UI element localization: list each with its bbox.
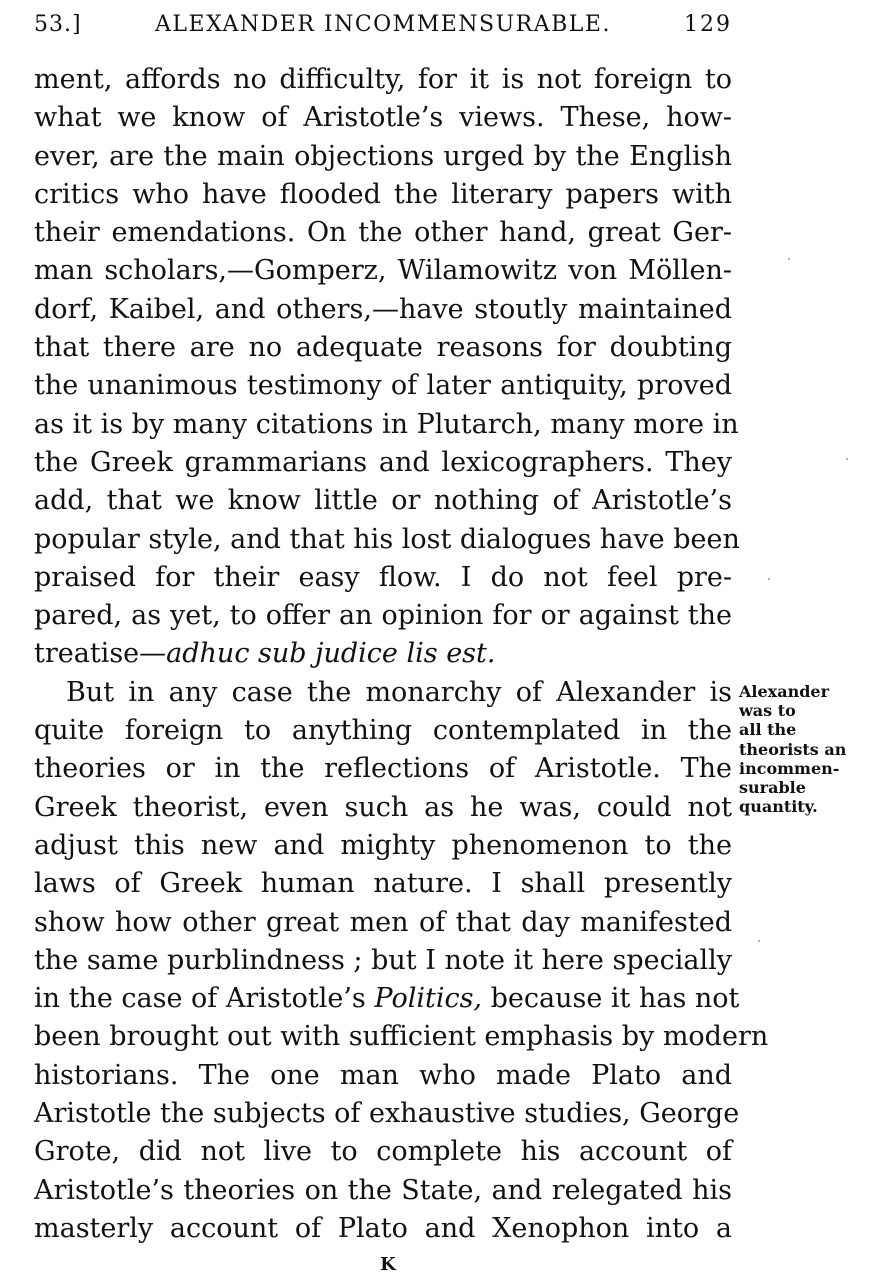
marginal-note-line: quantity.: [739, 797, 818, 817]
text-line: the same purblindness ; but I note it here specially: [34, 944, 732, 976]
text-line: Aristotle’s theories on the State, and relegated his: [34, 1174, 732, 1206]
marginal-note-line: was to: [739, 701, 796, 721]
text-line: Greek theorist, even such as he was, could not: [34, 791, 732, 823]
page-number: 129: [684, 12, 732, 37]
text-run: in the case of Aristotle’s: [34, 983, 375, 1015]
text-run: treatise—: [34, 638, 167, 670]
paper-speck: [846, 458, 848, 460]
signature-mark: K: [380, 1254, 396, 1275]
section-number: 53.]: [34, 12, 82, 37]
text-line: ever, are the main objections urged by the English: [34, 140, 732, 172]
text-line: Grote, did not live to complete his account of: [34, 1136, 732, 1168]
text-line: been brought out with sufficient emphasis by modern: [34, 1021, 769, 1053]
text-line: the unanimous testimony of later antiquity, proved: [34, 370, 732, 402]
text-line: laws of Greek human nature. I shall presently: [34, 868, 732, 900]
paper-speck: [788, 258, 790, 260]
text-line: add, that we know little or nothing of Aristotle’s: [34, 485, 732, 517]
text-line: ment, affords no difficulty, for it is not foreign to: [34, 64, 732, 95]
paper-speck: [758, 940, 760, 942]
text-line: critics who have flooded the literary papers with: [34, 178, 732, 210]
text-line: dorf, Kaibel, and others,—have stoutly maintained: [34, 293, 732, 325]
text-line: quite foreign to anything contemplated in the: [34, 715, 732, 747]
text-line: their emendations. On the other hand, great Ger-: [34, 217, 732, 249]
text-line: Aristotle the subjects of exhaustive studies, George: [34, 1098, 740, 1130]
text-line: popular style, and that his lost dialogues have been: [34, 523, 740, 555]
marginal-note-line: incommen-: [739, 758, 840, 778]
marginal-note-line: all the: [739, 720, 797, 740]
text-line: masterly account of Plato and Xenophon into a: [34, 1212, 732, 1244]
text-line: adjust this new and mighty phenomenon to the: [34, 829, 732, 861]
text-line: praised for their easy flow. I do not feel pre-: [34, 561, 732, 593]
text-line: [34, 635, 732, 673]
text-line: show how other great men of that day manifested: [34, 906, 732, 938]
text-line: [34, 980, 740, 1018]
marginal-note-line: Alexander: [739, 682, 830, 701]
marginal-note-line: theorists an: [739, 739, 847, 759]
text-line: the Greek grammarians and lexicographers. They: [34, 446, 732, 478]
italic-phrase: adhuc sub judice lis est.: [166, 638, 496, 670]
text-run: because it has not: [482, 983, 740, 1015]
text-line: what we know of Aristotle’s views. These, how-: [34, 102, 732, 134]
marginal-note: [739, 682, 879, 816]
text-line: historians. The one man who made Plato and: [34, 1059, 732, 1091]
running-title: ALEXANDER INCOMMENSURABLE.: [155, 12, 611, 37]
text-line: theories or in the reflections of Aristotle. The: [34, 753, 732, 785]
marginal-note-line: surable: [739, 778, 806, 798]
text-line: man scholars,—Gomperz, Wilamowitz von Möllen-: [34, 255, 732, 287]
text-line: that there are no adequate reasons for doubting: [34, 332, 732, 364]
text-line: pared, as yet, to offer an opinion for or against the: [34, 600, 732, 632]
running-head: [34, 6, 732, 40]
text-line: as it is by many citations in Plutarch, many more in: [34, 408, 739, 440]
paper-speck: [768, 578, 770, 580]
italic-title: Politics,: [374, 983, 483, 1015]
paragraph-start-line: But in any case the monarchy of Alexander is: [66, 676, 732, 708]
